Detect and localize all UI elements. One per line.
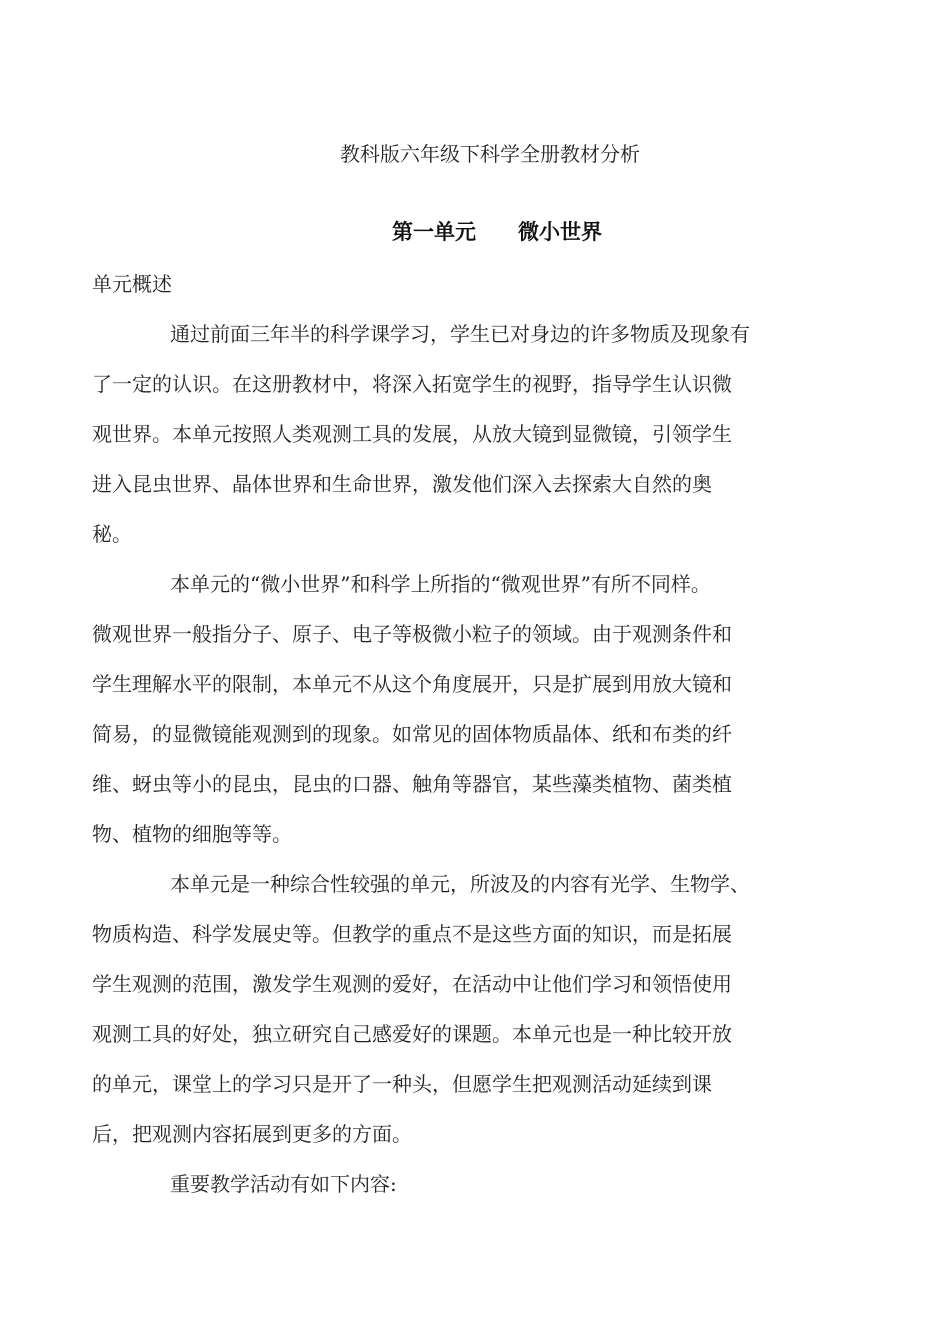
unit-heading: 第一单元 微小世界 bbox=[392, 219, 602, 244]
paragraph-1-line-4: 进入昆虫世界、晶体世界和生命世界，激发他们深入去探索大自然的奥 bbox=[92, 472, 712, 496]
paragraph-3-line-2: 物质构造、科学发展史等。但教学的重点不是这些方面的知识，而是拓展 bbox=[92, 922, 732, 946]
document-title: 教科版六年级下科学全册教材分析 bbox=[340, 142, 640, 166]
paragraph-2-line-4: 简易，的显微镜能观测到的现象。如常见的固体物质晶体、纸和布类的纤 bbox=[92, 722, 732, 746]
paragraph-1-line-2: 了一定的认识。在这册教材中，将深入拓宽学生的视野，指导学生认识微 bbox=[92, 372, 732, 396]
paragraph-2-line-5: 维、蚜虫等小的昆虫，昆虫的口器、触角等器官，某些藻类植物、菌类植 bbox=[92, 772, 732, 796]
paragraph-3-line-1: 本单元是一种综合性较强的单元，所波及的内容有光学、生物学、 bbox=[170, 872, 750, 896]
paragraph-4-line-1: 重要教学活动有如下内容: bbox=[170, 1172, 397, 1196]
paragraph-2-line-2: 微观世界一般指分子、原子、电子等极微小粒子的领域。由于观测条件和 bbox=[92, 622, 732, 646]
paragraph-2-line-6: 物、植物的细胞等等。 bbox=[92, 822, 292, 846]
paragraph-1-line-1: 通过前面三年半的科学课学习，学生已对身边的许多物质及现象有 bbox=[170, 322, 750, 346]
paragraph-2-line-1: 本单元的“微小世界”和科学上所指的“微观世界”有所不同样。 bbox=[170, 572, 711, 596]
paragraph-1-line-5: 秘。 bbox=[92, 522, 132, 546]
paragraph-3-line-4: 观测工具的好处，独立研究自己感爱好的课题。本单元也是一种比较开放 bbox=[92, 1022, 732, 1046]
section-label: 单元概述 bbox=[92, 272, 172, 296]
paragraph-3-line-3: 学生观测的范围，激发学生观测的爱好，在活动中让他们学习和领悟使用 bbox=[92, 972, 732, 996]
paragraph-3-line-5: 的单元，课堂上的学习只是开了一种头，但愿学生把观测活动延续到课 bbox=[92, 1072, 712, 1096]
paragraph-2-line-3: 学生理解水平的限制，本单元不从这个角度展开，只是扩展到用放大镜和 bbox=[92, 672, 732, 696]
paragraph-3-line-6: 后，把观测内容拓展到更多的方面。 bbox=[92, 1122, 412, 1146]
paragraph-1-line-3: 观世界。本单元按照人类观测工具的发展，从放大镜到显微镜，引领学生 bbox=[92, 422, 732, 446]
